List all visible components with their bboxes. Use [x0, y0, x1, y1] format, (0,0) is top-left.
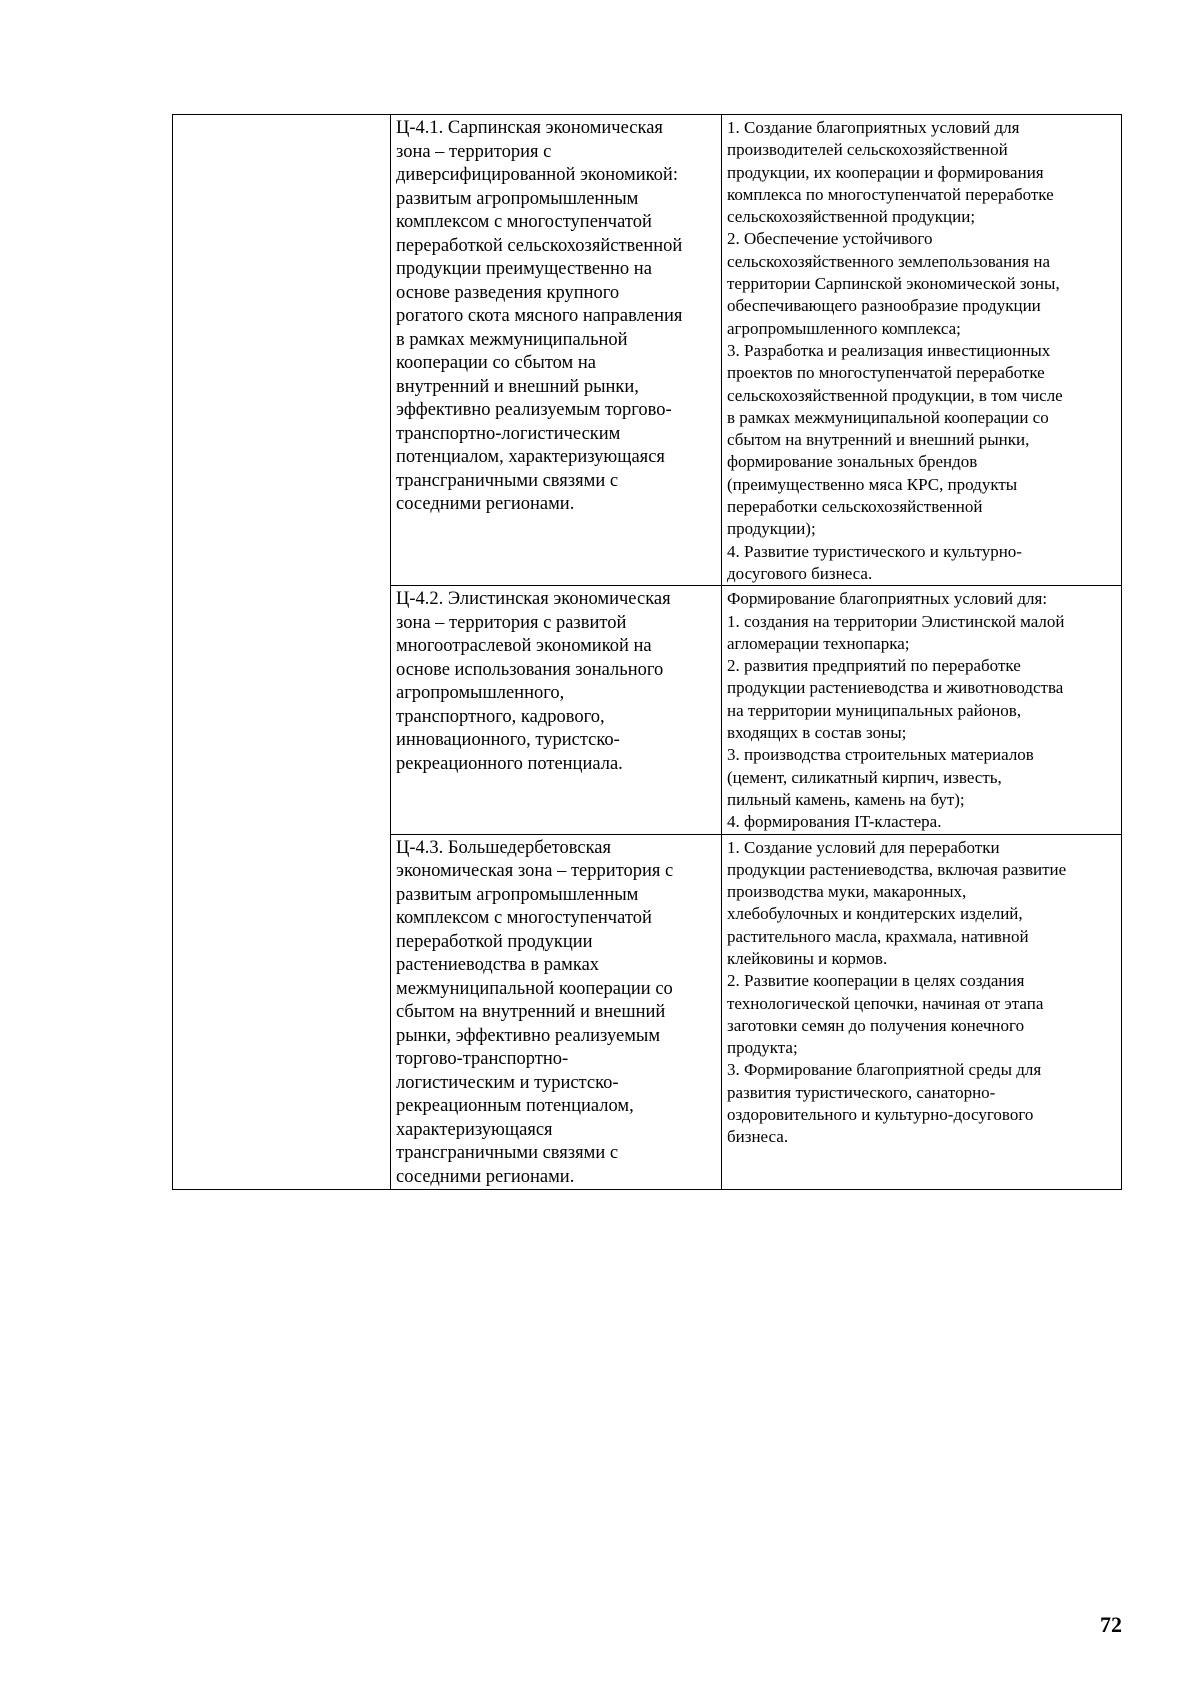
zone-tasks-cell: 1. Создание благоприятных условий для производителей сельскохозяйственной продукции, их кооперации и формирования комплекса по многоступенчатой переработке сельскохозяйственной продукции; 2. Обеспечение устойчивого сельскохозяйственного землепользования на территории Сарпинской экономической зоны, обеспечивающего разнообразие продукции агропромышленного комплекса; 3. Разработка и реализация инвестиционных проектов по многоступенчатой переработке сельскохозяйственной продукции, в том числе в рамках межмуниципальной кооперации со сбытом на внутренний и внешний рынки, формирование зональных брендов (преимущественно мяса КРС, продукты переработки сельскохозяйственной продукции); 4. Развитие туристического и культурно- досугового бизнеса.: [722, 115, 1122, 586]
zone-tasks-cell: Формирование благоприятных условий для: 1. создания на территории Элистинской малой агломерации технопарка; 2. развития предприятий по переработке продукции растениеводства и животноводства на территории муниципальных районов, входящих в состав зоны; 3. производства строительных материалов (цемент, силикатный кирпич, известь, пильный камень, камень на бут); 4. формирования IT-кластера.: [722, 586, 1122, 834]
zone-description-cell: Ц-4.3. Большедербетовская экономическая зона – территория с развитым агропромышленным комплексом с многоступенчатой переработкой продукции растениеводства в рамках межмуниципальной кооперации со сбытом на внутренний и внешний рынки, эффективно реализуемым торгово-транспортно- логистическим и туристско- рекреационным потенциалом, характеризующаяся трансграничными связями с соседними регионами.: [391, 834, 722, 1190]
table-row: [173, 115, 1122, 586]
zone-description-cell: Ц-4.2. Элистинская экономическая зона – территория с развитой многоотраслевой экономикой на основе использования зонального агропромышленного, транспортного, кадрового, инновационного, туристско- рекреационного потенциала.: [391, 586, 722, 834]
zone-tasks-cell: 1. Создание условий для переработки продукции растениеводства, включая развитие производства муки, макаронных, хлебобулочных и кондитерских изделий, растительного масла, крахмала, нативной клейковины и кормов. 2. Развитие кооперации в целях создания технологической цепочки, начиная от этапа заготовки семян до получения конечного продукта; 3. Формирование благоприятной среды для развития туристического, санаторно- оздоровительного и культурно-досугового бизнеса.: [722, 834, 1122, 1190]
empty-first-column-cell: [173, 115, 391, 1190]
zone-description-cell: Ц-4.1. Сарпинская экономическая зона – территория с диверсифицированной экономикой: развитым агропромышленным комплексом с многоступенчатой переработкой сельскохозяйственной продукции преимущественно на основе разведения крупного рогатого скота мясного направления в рамках межмуниципальной кооперации со сбытом на внутренний и внешний рынки, эффективно реализуемым торгово- транспортно-логистическим потенциалом, характеризующаяся трансграничными связями с соседними регионами.: [391, 115, 722, 586]
economic-zones-table: [172, 114, 1122, 1190]
page-number: 72: [1100, 1612, 1122, 1637]
